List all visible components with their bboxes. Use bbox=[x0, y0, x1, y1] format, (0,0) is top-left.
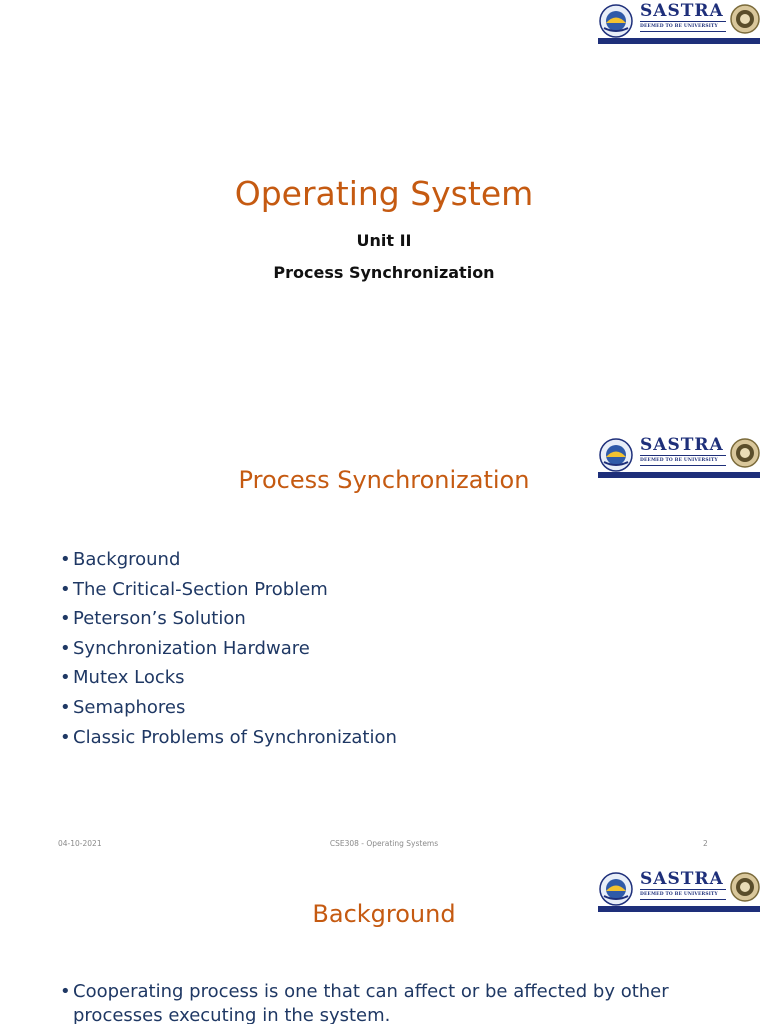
bullet-list bbox=[60, 545, 397, 752]
slide-2 bbox=[0, 434, 768, 868]
logo-name: SASTRA bbox=[640, 869, 724, 889]
seal-icon bbox=[730, 3, 760, 35]
logo-name: SASTRA bbox=[640, 435, 724, 455]
logo-rule bbox=[640, 31, 726, 32]
seal-icon bbox=[730, 871, 760, 903]
unit-label: Unit II bbox=[356, 231, 412, 250]
slide-3 bbox=[0, 868, 768, 1024]
presentation-title: Operating System bbox=[234, 174, 534, 213]
logo-rule bbox=[640, 21, 726, 22]
seal-icon bbox=[730, 437, 760, 469]
footer-date: 04-10-2021 bbox=[58, 839, 102, 848]
topic-label: Process Synchronization bbox=[273, 263, 495, 282]
footer-course: CSE308 - Operating Systems bbox=[329, 839, 439, 848]
list-item: • Background bbox=[60, 545, 397, 575]
logo-rule bbox=[640, 889, 726, 890]
list-item: • Classic Problems of Synchronization bbox=[60, 723, 397, 753]
logo-name: SASTRA bbox=[640, 1, 724, 21]
slide-title: Background bbox=[312, 900, 456, 928]
sastra-emblem-icon bbox=[598, 4, 634, 38]
logo-tagline: DEEMED TO BE UNIVERSITY bbox=[640, 24, 718, 29]
list-item: • Synchronization Hardware bbox=[60, 634, 397, 664]
bullet-list bbox=[60, 980, 713, 1024]
list-item: • Peterson’s Solution bbox=[60, 604, 397, 634]
sastra-logo bbox=[598, 2, 760, 44]
list-item: • Semaphores bbox=[60, 693, 397, 723]
footer-page-number: 2 bbox=[703, 839, 708, 848]
logo-rule bbox=[640, 455, 726, 456]
slide-1 bbox=[0, 0, 768, 434]
list-item: • The Critical-Section Problem bbox=[60, 575, 397, 605]
list-item: • Cooperating process is one that can affect or be affected by other processes executing in the system. bbox=[60, 980, 713, 1024]
slide-title: Process Synchronization bbox=[238, 466, 530, 494]
logo-tagline: DEEMED TO BE UNIVERSITY bbox=[640, 458, 718, 463]
list-item: • Mutex Locks bbox=[60, 663, 397, 693]
logo-tagline: DEEMED TO BE UNIVERSITY bbox=[640, 892, 718, 897]
logo-bar bbox=[598, 38, 760, 44]
